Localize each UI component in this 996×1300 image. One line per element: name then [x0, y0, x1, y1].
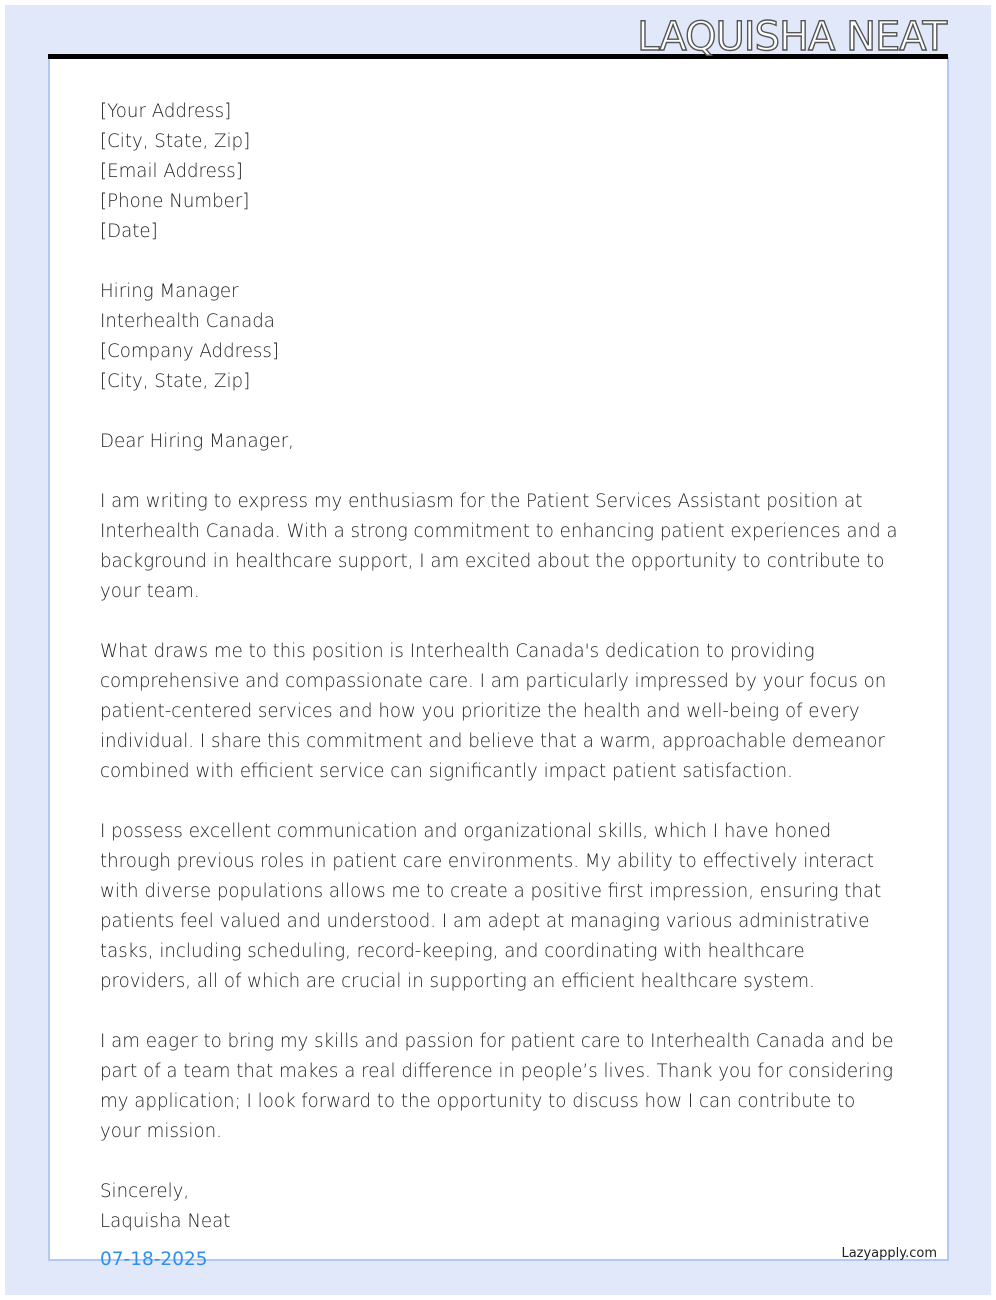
applicant-name-heading: LAQUISHA NEAT: [637, 14, 946, 60]
sender-block: [100, 97, 900, 247]
sender-line: [Date]: [100, 221, 158, 242]
sender-line: [Email Address]: [100, 161, 243, 182]
signature: Laquisha Neat: [100, 1211, 231, 1232]
recipient-block: [100, 277, 900, 397]
recipient-line: Interhealth Canada: [100, 311, 275, 332]
salutation: Dear Hiring Manager,: [100, 431, 294, 452]
recipient-line: [Company Address]: [100, 341, 279, 362]
body-paragraph: I am eager to bring my skills and passion for patient care to Interhealth Canada and be part of a team that makes a real difference in people’s lives. Thank you for considering my application; I look forward to the opportunity to discuss how I can contribute to your mission.: [100, 1031, 894, 1142]
letter-body: [100, 97, 900, 1267]
body-paragraph: What draws me to this position is Interhealth Canada's dedication to providing comprehensive and compassionate care. I am particularly impressed by your focus on patient-centered services and how you prioritize the health and well-being of every individual. I share this commitment and believe that a warm, approachable demeanor combined with efficient service can significantly impact patient satisfaction.: [100, 641, 887, 782]
body-paragraph: I am writing to express my enthusiasm for the Patient Services Assistant position at Interhealth Canada. With a strong commitment to enhancing patient experiences and a background in healthcare support, I am excited about the opportunity to contribute to your team.: [100, 491, 898, 602]
footer-date: 07-18-2025: [100, 1249, 208, 1270]
sender-line: [Phone Number]: [100, 191, 250, 212]
closing: Sincerely,: [100, 1181, 190, 1202]
sender-line: [City, State, Zip]: [100, 131, 251, 152]
brand-link[interactable]: Lazyapply.com: [841, 1246, 937, 1261]
recipient-line: [City, State, Zip]: [100, 371, 251, 392]
sender-line: [Your Address]: [100, 101, 232, 122]
closing-block: [100, 1177, 900, 1237]
body-paragraph: I possess excellent communication and organizational skills, which I have honed through previous roles in patient care environments. My ability to effectively interact with diverse populations allows me to create a positive first impression, ensuring that patients feel valued and understood. I am adept at managing various administrative tasks, including scheduling, record-keeping, and coordinating with healthcare providers, all of which are crucial in supporting an efficient healthcare system.: [100, 821, 882, 992]
recipient-line: Hiring Manager: [100, 281, 239, 302]
